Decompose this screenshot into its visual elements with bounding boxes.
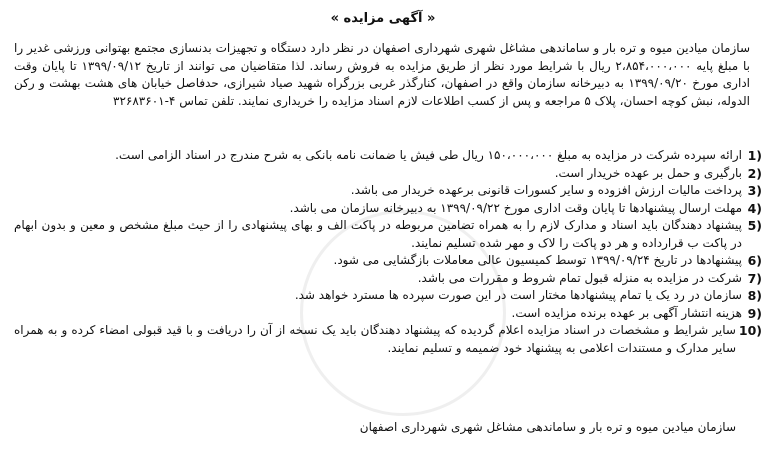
condition-text: ارائه سپرده شرکت در مزایده به مبلغ ۱۵۰،۰۰۰،۰۰۰ ریال طی فیش یا ضمانت نامه بانکی به شرح مندرج در اسناد الزامی است. (115, 148, 742, 162)
condition-number: 10) (738, 323, 762, 338)
condition-item (14, 287, 762, 305)
notice-title: « آگهی مزایده » (330, 11, 436, 26)
condition-item (14, 252, 762, 270)
condition-item (14, 217, 762, 252)
condition-text: شرکت در مزایده به منزله قبول تمام شروط و مقررات می باشد. (417, 270, 742, 285)
condition-number: 1) (747, 148, 762, 163)
condition-number: 9) (747, 305, 762, 321)
condition-number: 8) (747, 288, 762, 303)
condition-item (14, 305, 762, 323)
condition-text: سایر شرایط و مشخصات در اسناد مزایده اعلام گردیده که پیشنهاد دهندگان باید یک نسخه از آن را دریافت و با قید قبولی امضاء کرده و به همراه سایر مدارک و مستندات اعلامی به پیشنهاد خود ضمیمه و تسلیم نمایند. (14, 323, 736, 355)
condition-text: هزینه انتشار آگهی بر عهده برنده مزایده است. (511, 305, 742, 320)
condition-number: 5) (747, 218, 762, 233)
issuer-signature-line: سازمان میادین میوه و تره بار و ساماندهی مشاغل شهری شهرداری اصفهان (359, 420, 736, 434)
condition-text: مهلت ارسال پیشنهادها تا پایان وقت اداری مورخ ۱۳۹۹/۰۹/۲۲ به دبیرخانه سازمان می باشد. (289, 200, 742, 215)
condition-number: 2) (747, 165, 762, 181)
condition-item (14, 147, 762, 165)
condition-item (14, 270, 762, 288)
condition-item (14, 165, 762, 183)
condition-number: 4) (747, 200, 762, 216)
condition-item (14, 182, 762, 200)
condition-number: 3) (747, 183, 762, 198)
condition-text: بارگیری و حمل بر عهده خریدار است. (554, 165, 742, 180)
condition-item (14, 200, 762, 218)
conditions-list (14, 147, 762, 357)
condition-number: 7) (747, 270, 762, 286)
condition-text: پیشنهاد دهندگان باید اسناد و مدارک لازم را به همراه تضامین مربوطه در پاکت الف و بهای پیشنهادی را از حیث مبلغ مشخص و معین و بدون ابهام در پاکت ب قرارداده و هر دو پاکت را لاک و مهر شده تسلیم نمایند. (14, 218, 742, 250)
condition-item (14, 322, 762, 357)
condition-text: سازمان در رد یک یا تمام پیشنهادها مختار است در این صورت سپرده ها مسترد خواهد شد. (294, 288, 742, 302)
condition-text: پیشنهادها در تاریخ ۱۳۹۹/۰۹/۲۴ توسط کمیسیون عالی معاملات بازگشایی می شود. (333, 253, 742, 267)
notice-intro-paragraph: سازمان میادین میوه و تره بار و ساماندهی مشاغل شهری شهرداری اصفهان در نظر دارد دستگاه و تجهیزات بدنسازی مجتمع بهتوانی ورزشی غدیر را با مبلغ پایه ۲،۸۵۴،۰۰۰،۰۰۰ ریال با شرایط مورد نظر از طریق مزایده به فروش رساند. لذا متقاضیان می توانند از تاریخ ۱۳۹۹/۰۹/۱۲ تا پایان وقت اداری مورخ ۱۳۹۹/۰۹/۲۰ به دبیرخانه سازمان واقع در اصفهان، کنارگذر غربی بزرگراه شهید صیاد شیرازی، حدفاصل خیابان های هشت بهشت و رکن الدوله، نبش کوچه احسان، پلاک ۵ مراجعه و پس از کسب اطلاعات لازم اسناد مزایده را خریداری نمایند. تلفن تماس ۴-۳۲۶۸۳۶۰۱ (14, 41, 750, 108)
condition-text: پرداخت مالیات ارزش افزوده و سایر کسورات قانونی برعهده خریدار می باشد. (350, 183, 742, 197)
condition-number: 6) (747, 253, 762, 268)
